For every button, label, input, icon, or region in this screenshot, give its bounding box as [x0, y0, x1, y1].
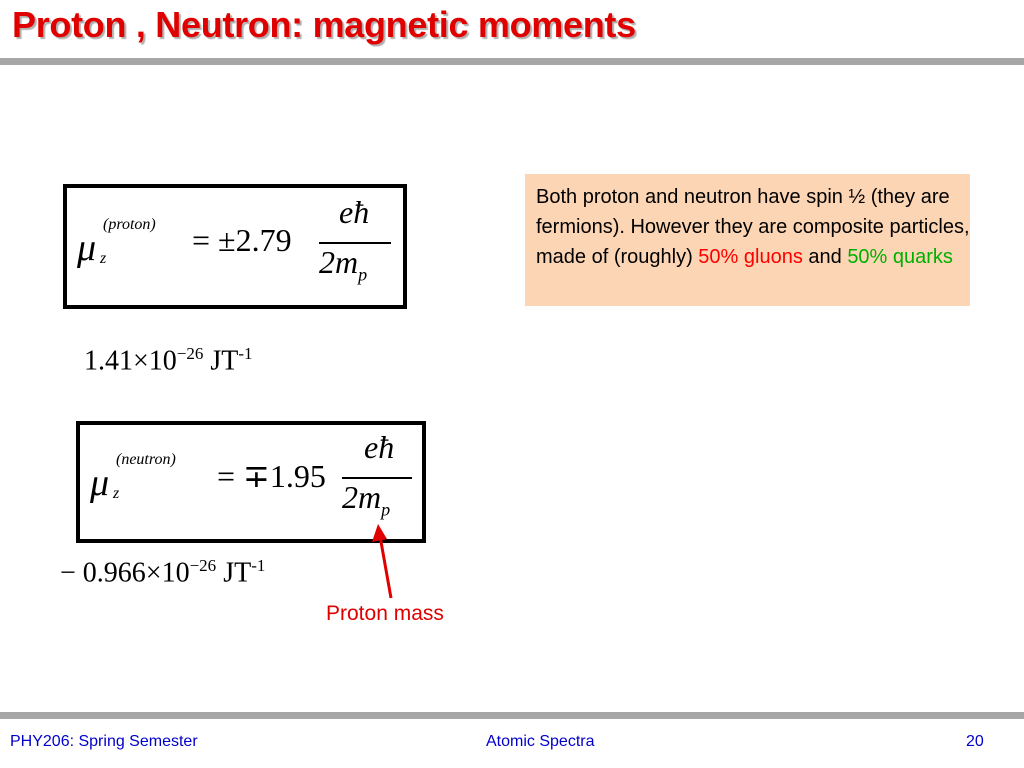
gluons-highlight: 50% gluons [698, 246, 803, 268]
footer-topic: Atomic Spectra [486, 733, 595, 750]
z-subscript: z [113, 485, 120, 502]
page-number: 20 [966, 733, 984, 750]
proton-moment-value [84, 344, 253, 377]
neutron-unit-exponent: -1 [251, 556, 266, 575]
proton-mantissa: 1.41×10 [84, 345, 177, 377]
slide-title: Proton , Neutron: magnetic moments [12, 4, 636, 45]
neutron-unit: JT [216, 557, 252, 589]
neutron-moment-value [60, 556, 265, 589]
fraction-denominator [319, 244, 367, 285]
denominator-subscript: p [381, 499, 391, 520]
proton-coefficient: = ±2.79 [192, 222, 292, 258]
neutron-superscript: (neutron) [116, 451, 176, 468]
neutron-coefficient: = ∓1.95 [217, 458, 326, 494]
title-divider [0, 58, 1024, 65]
mu-symbol: μ [90, 462, 110, 504]
proton-mass-label: Proton mass [326, 602, 444, 625]
denominator-base: 2m [319, 244, 359, 280]
neutron-exponent: −26 [189, 556, 217, 575]
note-conjunction: and [802, 246, 848, 268]
composition-note [525, 174, 970, 306]
fraction-numerator: eħ [339, 194, 370, 230]
fraction-numerator: eħ [364, 429, 395, 465]
arrow-up-icon [360, 520, 410, 604]
proton-unit: JT [203, 345, 239, 377]
denominator-base: 2m [342, 479, 382, 515]
proton-unit-exponent: -1 [238, 344, 253, 363]
neutron-mantissa: − 0.966×10 [60, 557, 190, 589]
proton-exponent: −26 [176, 344, 204, 363]
note-text: Both proton and neutron have spin ½ (they are fermions). However they are composite particles, made of (roughly) [536, 186, 970, 268]
mu-symbol: μ [77, 227, 97, 269]
quarks-highlight: 50% quarks [847, 246, 953, 268]
footer-course: PHY206: Spring Semester [10, 733, 198, 750]
proton-superscript: (proton) [103, 216, 156, 233]
z-subscript: z [100, 250, 107, 267]
footer-divider [0, 712, 1024, 719]
proton-equation-box [63, 184, 407, 309]
denominator-subscript: p [358, 264, 368, 285]
fraction-denominator [342, 479, 390, 520]
